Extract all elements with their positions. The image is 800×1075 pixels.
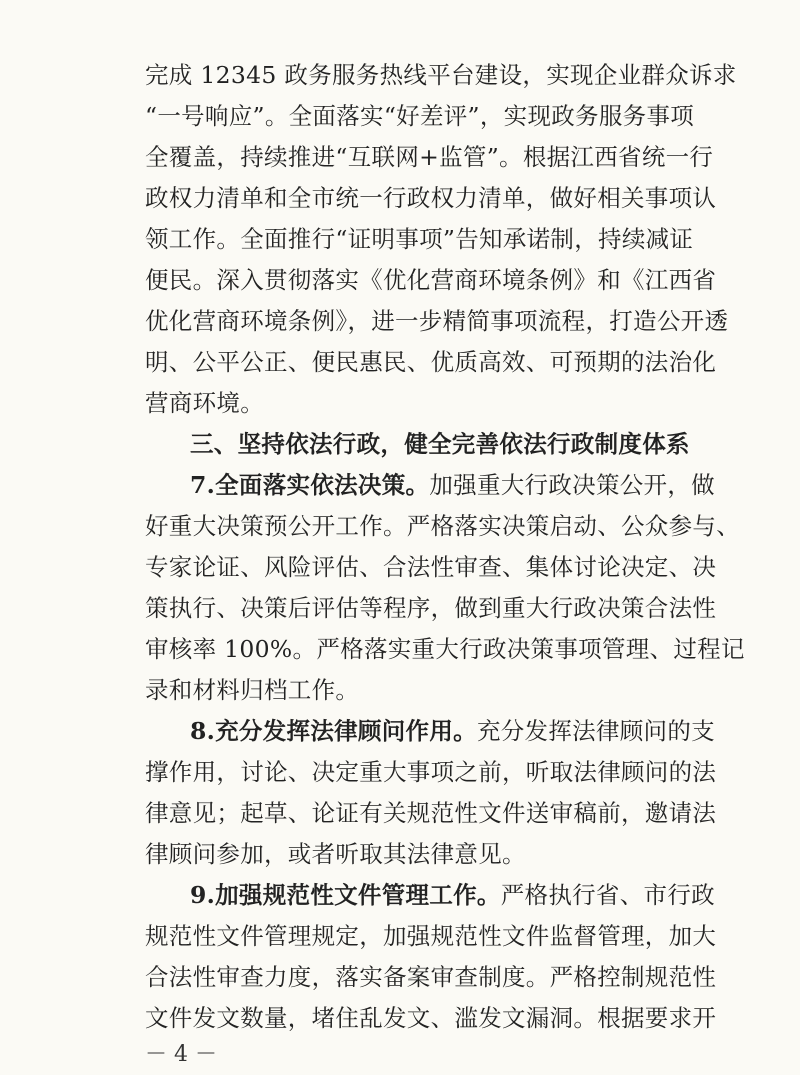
paragraph-first-line [190,716,715,746]
item-heading: 9.加强规范性文件管理工作。 [190,881,501,909]
body-line: 全覆盖，持续推进“互联网+监管”。根据江西省统一行 [145,143,714,171]
item-heading: 7.全面落实依法决策。 [190,471,430,499]
body-text: 充分发挥法律顾问的支 [476,717,715,745]
body-line: 律意见；起草、论证有关规范性文件送审稿前，邀请法 [145,799,717,827]
body-line: 完成 12345 政务服务热线平台建设，实现企业群众诉求 [145,61,737,89]
body-line: 录和材料归档工作。 [145,676,360,704]
body-line: 律顾问参加，或者听取其法律意见。 [145,840,526,868]
paragraph-first-line [190,880,715,910]
body-line: 专家论证、风险评估、合法性审查、集体讨论决定、决 [145,553,717,581]
body-line: 营商环境。 [145,389,264,417]
page-number: － 4 － [145,1042,217,1067]
body-line: 优化营商环境条例》，进一步精简事项流程，打造公开透 [145,307,729,335]
section-heading: 三、坚持依法行政，健全完善依法行政制度体系 [190,430,690,458]
body-line: 审核率 100%。严格落实重大行政决策事项管理、过程记 [145,635,745,663]
body-line: 策执行、决策后评估等程序，做到重大行政决策合法性 [145,594,717,622]
body-text: 严格执行省、市行政 [500,881,715,909]
body-line: 便民。深入贯彻落实《优化营商环境条例》和《江西省 [145,266,717,294]
body-line: 文件发文数量，堵住乱发文、滥发文漏洞。根据要求开 [145,1004,717,1032]
body-line: 规范性文件管理规定，加强规范性文件监督管理，加大 [145,922,717,950]
paragraph-first-line [190,470,715,500]
item-heading: 8.充分发挥法律顾问作用。 [190,717,477,745]
body-line: 好重大决策预公开工作。严格落实决策启动、公众参与、 [145,512,740,540]
body-text: 加强重大行政决策公开，做 [429,471,715,499]
body-line: 政权力清单和全市统一行政权力清单，做好相关事项认 [145,184,717,212]
body-line: 领工作。全面推行“证明事项”告知承诺制，持续减证 [145,225,694,253]
body-line: 撑作用，讨论、决定重大事项之前，听取法律顾问的法 [145,758,717,786]
body-line: 明、公平公正、便民惠民、优质高效、可预期的法治化 [145,348,717,376]
body-line: 合法性审查力度，落实备案审查制度。严格控制规范性 [145,963,717,991]
body-line: “一号响应”。全面落实“好差评”，实现政务服务事项 [145,102,695,130]
